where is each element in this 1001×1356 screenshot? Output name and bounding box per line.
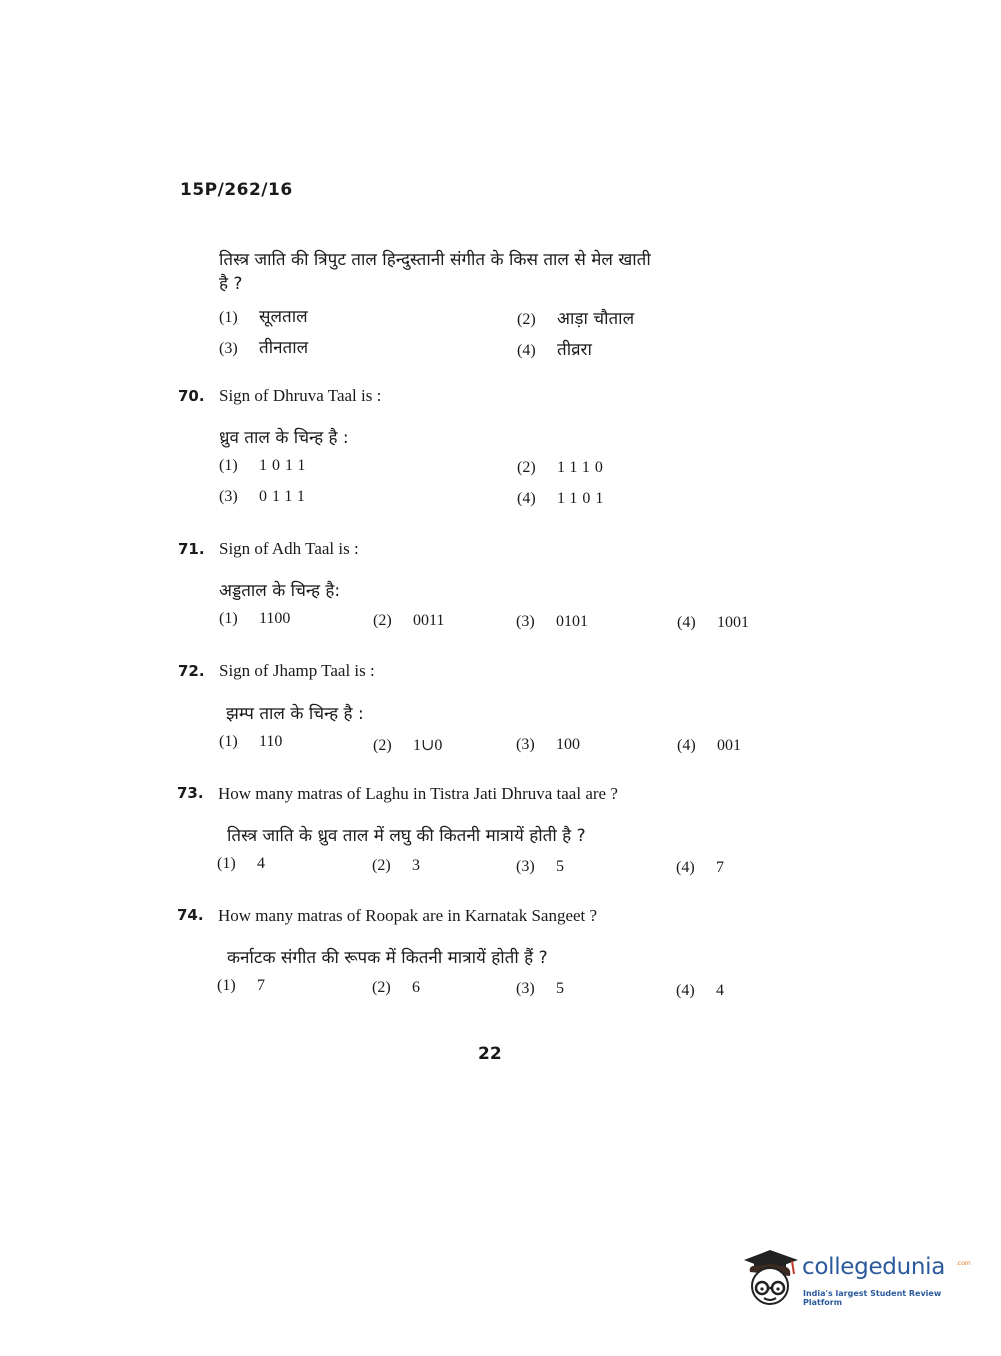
option-2 xyxy=(517,306,634,329)
option-text: 6 xyxy=(412,979,420,996)
question-english-text: Sign of Dhruva Taal is : xyxy=(219,386,382,405)
option-3 xyxy=(516,858,564,876)
option-text: 1011 xyxy=(259,457,311,474)
option-text: 1001 xyxy=(717,614,749,631)
paper-code: 15P/262/16 xyxy=(180,180,293,200)
question-hindi-text: है ? xyxy=(219,274,243,294)
question-number: 73. xyxy=(177,784,204,802)
option-text: तीव्ररा xyxy=(557,340,592,360)
option-4 xyxy=(676,859,724,877)
option-2 xyxy=(373,612,444,630)
option-text: 100 xyxy=(556,736,580,753)
option-number: (4) xyxy=(677,737,696,754)
question-hindi-text: तिस्त्र जाति के ध्रुव ताल में लघु की कितनी मात्रायें होती है ? xyxy=(227,826,586,846)
option-text: 3 xyxy=(412,857,420,874)
option-text: 7 xyxy=(257,977,265,994)
option-text: 1101 xyxy=(557,490,609,507)
option-4 xyxy=(677,737,741,755)
option-number: (1) xyxy=(219,733,238,750)
logo-tagline: India's largest Student Review Platform xyxy=(803,1289,942,1307)
question-number: 71. xyxy=(178,540,205,558)
logo-wordmark-suffix: .com xyxy=(956,1260,971,1267)
option-number: (1) xyxy=(219,309,238,326)
option-number: (2) xyxy=(373,737,392,754)
option-number: (2) xyxy=(372,857,391,874)
option-number: (4) xyxy=(676,859,695,876)
option-text: 001 xyxy=(717,737,741,754)
question-number: 74. xyxy=(177,906,204,924)
option-text: आड़ा चौताल xyxy=(557,309,635,329)
mascot-icon xyxy=(740,1246,800,1312)
question-hindi-text: तिस्त्र जाति की त्रिपुट ताल हिन्दुस्तानी संगीत के किस ताल से मेल खाती xyxy=(219,250,651,270)
option-4 xyxy=(517,337,592,360)
option-number: (2) xyxy=(517,459,536,476)
option-1 xyxy=(219,610,290,628)
option-text: 1∪0 xyxy=(413,737,443,754)
option-number: (3) xyxy=(219,488,238,505)
option-text: 5 xyxy=(556,980,564,997)
question-number: 72. xyxy=(178,662,205,680)
option-1 xyxy=(217,977,265,995)
question-english-text: Sign of Adh Taal is : xyxy=(219,539,359,558)
option-text: 0011 xyxy=(413,612,445,629)
option-2 xyxy=(517,459,608,477)
option-text: 1110 xyxy=(557,459,608,476)
option-number: (3) xyxy=(516,858,535,875)
option-number: (2) xyxy=(373,612,392,629)
option-1 xyxy=(219,304,308,327)
option-text: 4 xyxy=(716,982,724,999)
option-3 xyxy=(219,488,310,506)
option-1 xyxy=(217,855,265,873)
option-text: 0111 xyxy=(259,488,310,505)
option-number: (3) xyxy=(516,736,535,753)
option-text: 7 xyxy=(716,859,724,876)
option-number: (1) xyxy=(219,610,238,627)
option-number: (1) xyxy=(217,855,236,872)
option-number: (4) xyxy=(677,614,696,631)
option-text: 110 xyxy=(259,733,283,750)
option-text: सूलताल xyxy=(259,307,308,327)
option-3 xyxy=(219,335,308,358)
option-3 xyxy=(516,613,588,631)
question-number: 70. xyxy=(178,387,205,405)
option-number: (1) xyxy=(217,977,236,994)
question-english-text: How many matras of Laghu in Tistra Jati Dhruva taal are ? xyxy=(218,784,618,803)
option-number: (4) xyxy=(517,342,536,359)
option-number: (2) xyxy=(517,311,536,328)
option-3 xyxy=(516,736,580,754)
option-number: (2) xyxy=(372,979,391,996)
option-number: (4) xyxy=(517,490,536,507)
option-1 xyxy=(219,733,282,751)
option-number: (3) xyxy=(516,613,535,630)
option-text: 4 xyxy=(257,855,265,872)
option-4 xyxy=(517,490,608,508)
option-number: (3) xyxy=(516,980,535,997)
option-text: तीनताल xyxy=(259,338,309,358)
option-4 xyxy=(677,614,749,632)
question-hindi-text: ध्रुव ताल के चिन्ह है : xyxy=(219,428,349,448)
option-text: 1100 xyxy=(259,610,291,627)
option-1 xyxy=(219,457,310,475)
option-number: (1) xyxy=(219,457,238,474)
question-english-text: Sign of Jhamp Taal is : xyxy=(219,661,375,680)
option-3 xyxy=(516,980,564,998)
option-number: (4) xyxy=(676,982,695,999)
logo-wordmark: collegedunia xyxy=(802,1254,946,1280)
option-2 xyxy=(373,735,442,755)
question-hindi-text: कर्नाटक संगीत की रूपक में कितनी मात्रायें होती हैं ? xyxy=(227,948,548,968)
option-2 xyxy=(372,979,420,997)
collegedunia-logo xyxy=(740,1246,972,1316)
question-hindi-text: झम्प ताल के चिन्ह है : xyxy=(226,704,364,724)
question-hindi-text: अड्डताल के चिन्ह है: xyxy=(219,581,341,601)
option-4 xyxy=(676,982,724,1000)
option-text: 5 xyxy=(556,858,564,875)
option-2 xyxy=(372,857,420,875)
option-number: (3) xyxy=(219,340,238,357)
question-english-text: How many matras of Roopak are in Karnatak Sangeet ? xyxy=(218,906,598,925)
page-number: 22 xyxy=(478,1044,502,1064)
option-text: 0101 xyxy=(556,613,588,630)
